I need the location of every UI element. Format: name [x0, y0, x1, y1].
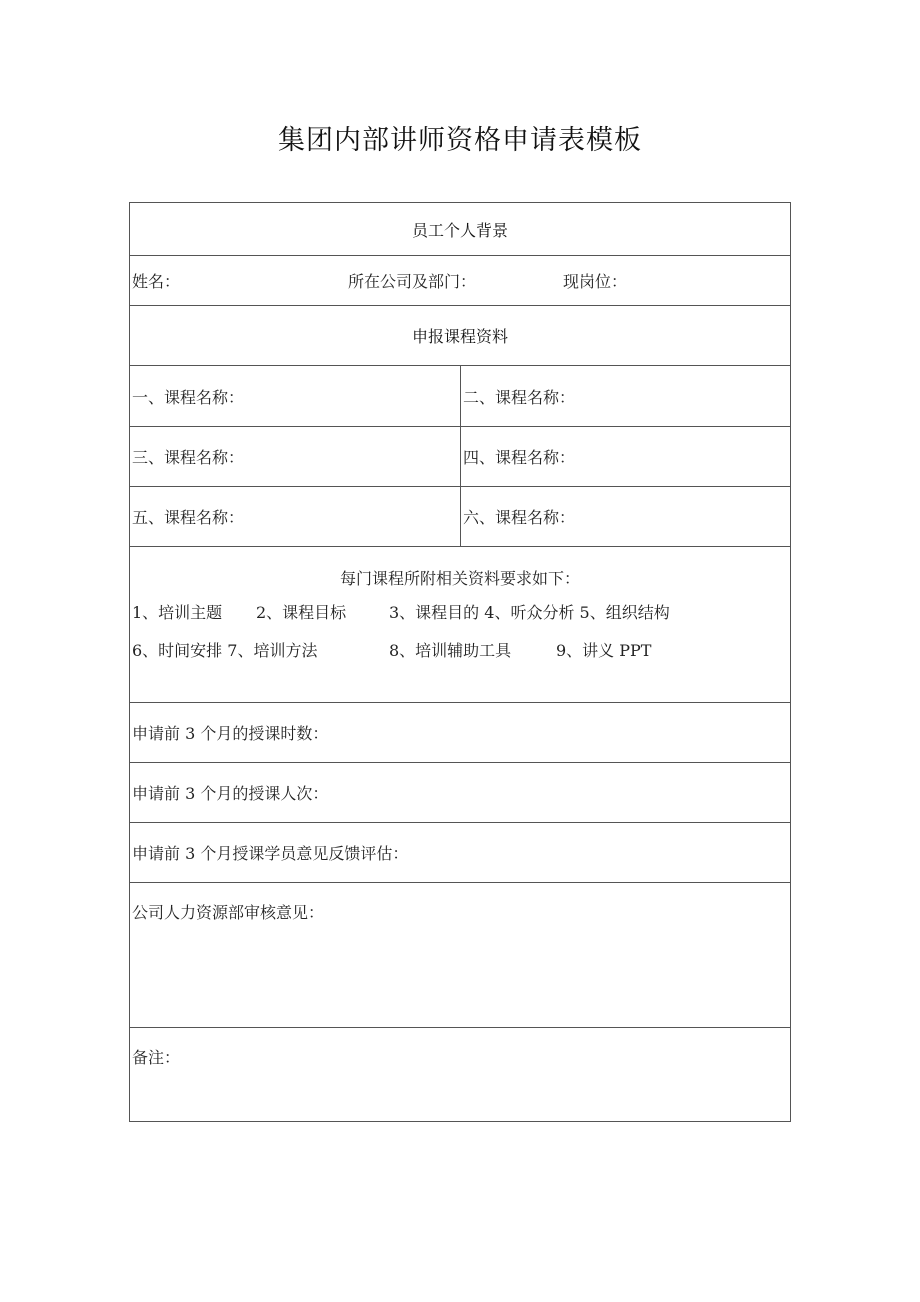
application-form [129, 202, 791, 1122]
company-department-field[interactable]: 所在公司及部门： [348, 272, 477, 291]
section-header-courses: 申报课程资料 [130, 306, 791, 366]
requirements-line-2 [130, 632, 790, 670]
name-field[interactable]: 姓名： [132, 272, 181, 291]
page-title: 集团内部讲师资格申请表模板 [278, 125, 642, 156]
course-name-field-3[interactable]: 三、课程名称： [130, 427, 461, 487]
requirement-item: 3、课程目的 4、听众分析 5、组织结构 [389, 603, 670, 622]
course-name-field-6[interactable]: 六、课程名称： [461, 487, 791, 547]
personal-info-row [130, 256, 791, 306]
requirements-cell [130, 547, 791, 703]
course-name-field-1[interactable]: 一、课程名称： [130, 366, 461, 427]
requirement-item: 6、时间安排 7、培训方法 [132, 641, 318, 660]
course-name-field-4[interactable]: 四、课程名称： [461, 427, 791, 487]
requirements-heading: 每门课程所附相关资料要求如下： [340, 569, 581, 588]
course-name-field-5[interactable]: 五、课程名称： [130, 487, 461, 547]
section-header-background: 员工个人背景 [130, 203, 791, 256]
hr-review-field[interactable]: 公司人力资源部审核意见： [130, 883, 791, 1028]
remarks-field[interactable]: 备注： [130, 1028, 791, 1122]
requirement-item: 1、培训主题 [132, 603, 223, 622]
requirement-item: 2、课程目标 [256, 603, 347, 622]
student-feedback-field[interactable]: 申请前 3 个月授课学员意见反馈评估： [130, 823, 791, 883]
teaching-attendees-field[interactable]: 申请前 3 个月的授课人次： [130, 763, 791, 823]
requirement-item: 8、培训辅助工具 [389, 641, 512, 660]
requirements-line-1 [130, 594, 790, 632]
position-field[interactable]: 现岗位： [563, 272, 628, 291]
requirement-item: 9、讲义 PPT [556, 641, 652, 660]
teaching-hours-field[interactable]: 申请前 3 个月的授课时数： [130, 703, 791, 763]
course-name-field-2[interactable]: 二、课程名称： [461, 366, 791, 427]
